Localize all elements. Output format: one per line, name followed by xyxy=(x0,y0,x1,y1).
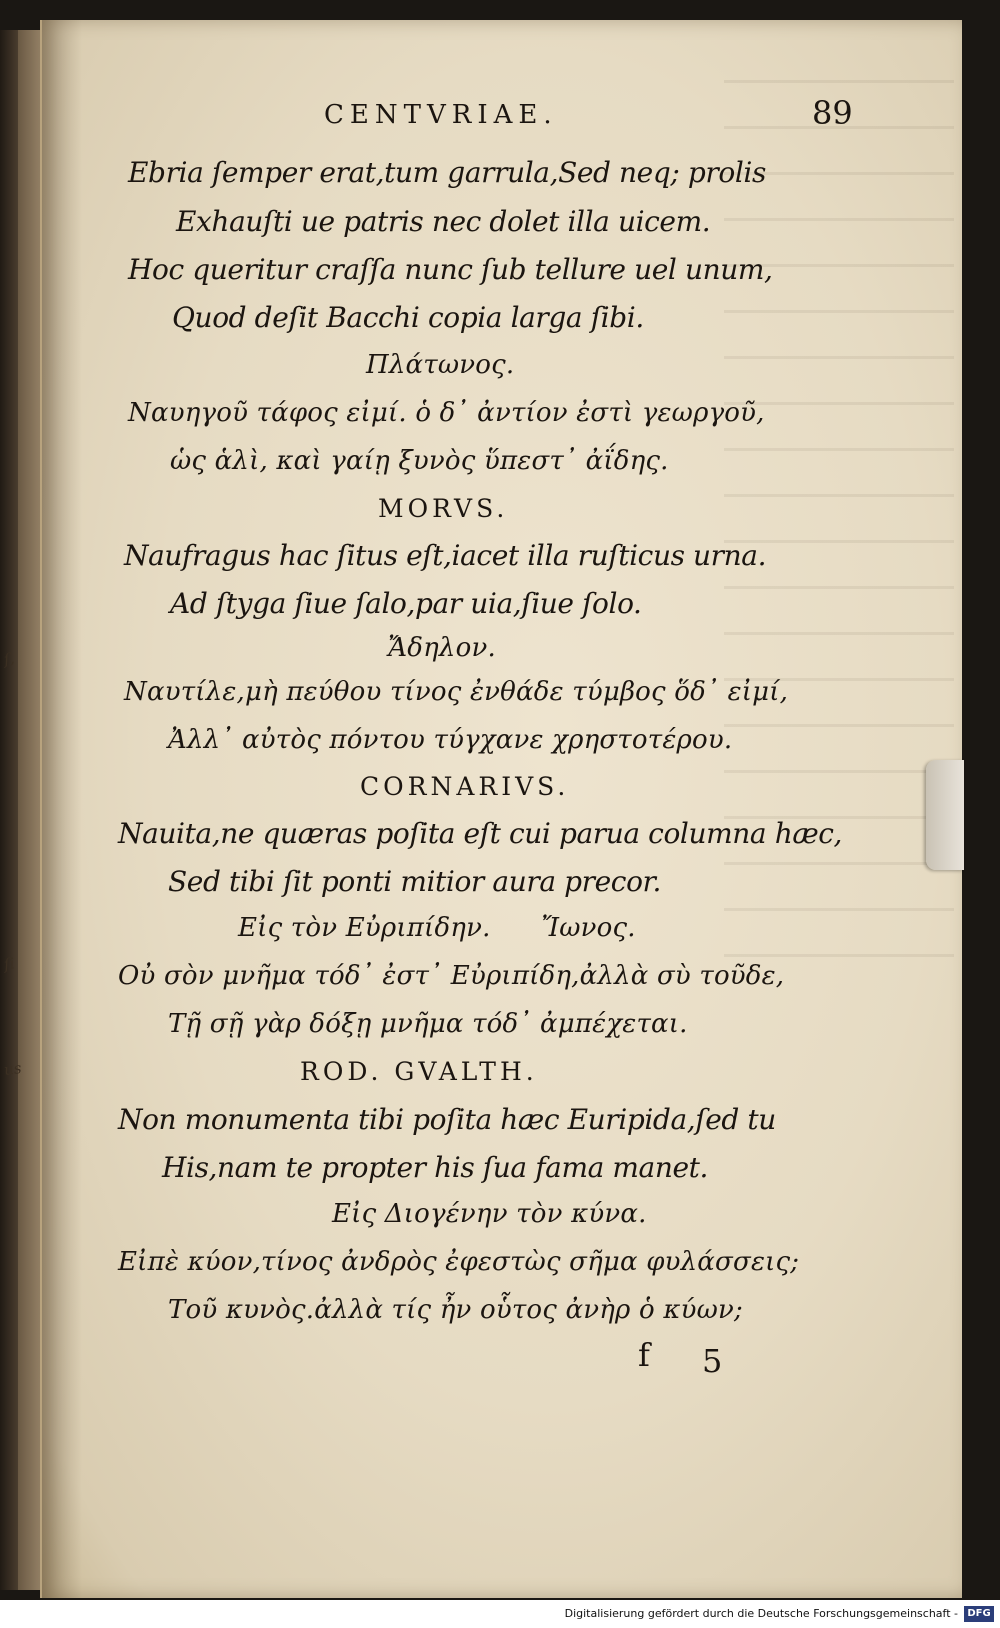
spine-shadow xyxy=(42,20,82,1598)
page-number: 89 xyxy=(812,94,853,132)
greek-heading: Εἰς Διογένην τὸν κύνα. xyxy=(332,1199,647,1229)
signature-mark: f xyxy=(638,1336,650,1374)
book-page xyxy=(40,20,962,1598)
text-line: Naufragus hac ſitus eſt,iacet illa ruſticus urna. xyxy=(124,539,767,572)
text-line: Ebria ſemper erat,tum garrula,Sed neq; prolis xyxy=(128,156,766,189)
text-line: Exhauſti ue patris nec dolet illa uicem. xyxy=(176,205,711,238)
section-heading: MORVS. xyxy=(378,494,509,523)
dfg-logo: DFG xyxy=(964,1606,994,1622)
left-page-fragment: ſ, xyxy=(2,649,16,669)
book-fore-edge xyxy=(0,30,18,1590)
footer-credit: Digitalisierung gefördert durch die Deutsche Forschungsgemeinschaft - xyxy=(564,1607,958,1620)
greek-line: Ναυτίλε,μὴ πεύθου τίνος ἐνθάδε τύμβος ὅδ᾽ εἰμί, xyxy=(124,677,789,707)
greek-heading: Εἰς τὸν Εὐριπίδην. Ἴωνος. xyxy=(238,913,636,943)
greek-line: Τοῦ κυνὸς.ἀλλὰ τίς ἦν οὗτος ἀνὴρ ὁ κύων; xyxy=(168,1295,743,1325)
section-heading: CORNARIVS. xyxy=(360,772,570,801)
text-line: Hoc queritur craſſa nunc ſub tellure uel unum, xyxy=(128,253,773,286)
text-line: His,nam te propter his ſua fama manet. xyxy=(162,1151,708,1184)
text-line: Nauita,ne quæras poſita eſt cui parua columna hæc, xyxy=(118,817,843,850)
greek-line: Ἀλλ᾽ αὐτὸς πόντου τύγχανε χρηστοτέρου. xyxy=(168,725,733,755)
text-line: Non monumenta tibi poſita hæc Euripida,ſed tu xyxy=(118,1103,776,1136)
page-tab-marker xyxy=(926,760,964,870)
left-page-fragment: us xyxy=(2,1058,23,1080)
signature-mark: 5 xyxy=(702,1342,723,1380)
greek-line: Ναυηγοῦ τάφος εἰμί. ὁ δ᾽ ἀντίον ἐστὶ γεωργοῦ, xyxy=(128,398,765,428)
text-line: Sed tibi ſit ponti mitior aura precor. xyxy=(168,865,661,898)
greek-line: Εἰπὲ κύον,τίνος ἀνδρὸς ἐφεστὼς σῆμα φυλάσσεις; xyxy=(118,1247,800,1277)
section-heading: ROD. GVALTH. xyxy=(300,1057,538,1086)
running-head: CENTVRIAE. xyxy=(324,100,558,130)
left-page-fragment: ſi xyxy=(2,954,16,974)
text-line: Ad ſtyga ſiue ſalo,par uia,ſiue ſolo. xyxy=(170,587,642,620)
greek-line: Τῇ σῇ γὰρ δόξῃ μνῆμα τόδ᾽ ἀμπέχεται. xyxy=(168,1009,688,1039)
greek-heading: Πλάτωνος. xyxy=(366,350,515,380)
greek-line: Οὐ σὸν μνῆμα τόδ᾽ ἐστ᾽ Εὐριπίδη,ἀλλὰ σὺ τοῦδε, xyxy=(118,961,785,991)
greek-heading: Ἄδηλον. xyxy=(388,633,496,663)
greek-line: ὡς ἁλὶ, καὶ γαίῃ ξυνὸς ὕπεστ᾽ ἀΐδης. xyxy=(170,446,669,476)
digitization-footer xyxy=(0,1600,1000,1628)
text-line: Quod deſit Bacchi copia larga ſibi. xyxy=(172,301,644,334)
